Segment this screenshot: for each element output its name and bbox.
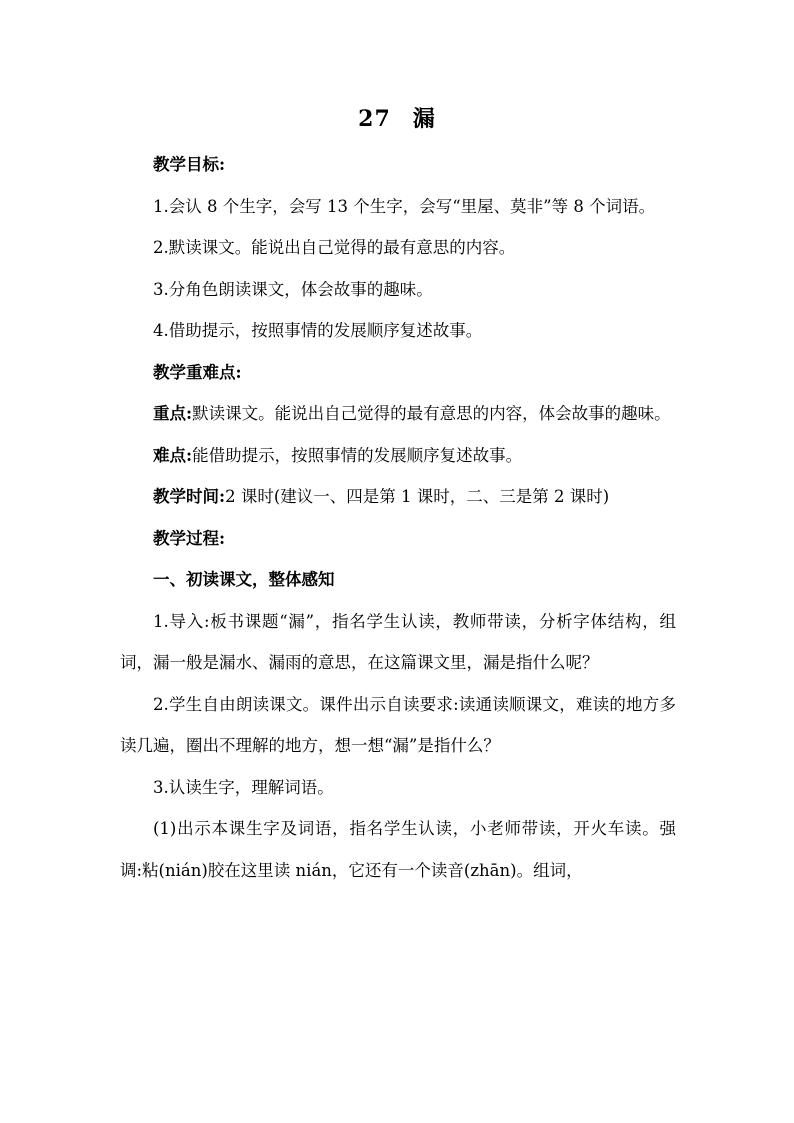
- process-heading: 教学过程:: [153, 528, 226, 548]
- objective-item: 4.借助提示，按照事情的发展顺序复述故事。: [153, 321, 483, 340]
- key-point-text: 默读课文。能说出自己觉得的最有意思的内容，体会故事的趣味。: [192, 404, 671, 423]
- teaching-time-paragraph: [120, 476, 676, 518]
- lesson-number: 27: [358, 106, 391, 132]
- teaching-time-label: 教学时间:: [153, 487, 226, 506]
- lesson-name: 漏: [412, 106, 436, 132]
- process-step: 2.学生自由朗读课文。课件出示自读要求:读通读顺课文，难读的地方多读几遍，圈出不理解的地方，想一想“漏”是指什么？: [120, 694, 676, 755]
- document-body: [120, 144, 676, 891]
- objective-item: 3.分角色朗读课文，体会故事的趣味。: [153, 279, 433, 299]
- objectives-heading: 教学目标:: [153, 155, 226, 174]
- difficult-point-paragraph: [120, 435, 676, 477]
- difficult-point-text: 能借助提示，按照事情的发展顺序复述故事。: [192, 445, 523, 465]
- teaching-time-text: 2 课时(建议一、四是第 1 课时，二、三是第 2 课时): [225, 487, 610, 506]
- key-points-heading: 教学重难点:: [153, 362, 242, 382]
- objective-item: 2.默读课文。能说出自己觉得的最有意思的内容。: [153, 238, 516, 257]
- process-step: (1)出示本课生字及词语，指名学生认读，小老师带读，开火车读。强调:粘(nián)胶在这里读 nián，它还有一个读音(zhān)。组词，: [120, 819, 676, 880]
- lesson-title: [0, 102, 794, 133]
- objective-item: 1.会认 8 个生字，会写 13 个生字，会写“里屋、莫非”等 8 个词语。: [153, 196, 656, 216]
- process-step: 1.导入:板书课题“漏”，指名学生认读，教师带读，分析字体结构，组词，漏一般是漏水、漏雨的意思，在这篇课文里，漏是指什么呢？: [120, 611, 676, 672]
- key-point-paragraph: [120, 393, 676, 435]
- key-point-label: 重点:: [153, 404, 193, 423]
- difficult-point-label: 难点:: [153, 445, 193, 465]
- section-heading: 一、初读课文，整体感知: [153, 570, 335, 589]
- process-step: 3.认读生字，理解词语。: [153, 777, 334, 797]
